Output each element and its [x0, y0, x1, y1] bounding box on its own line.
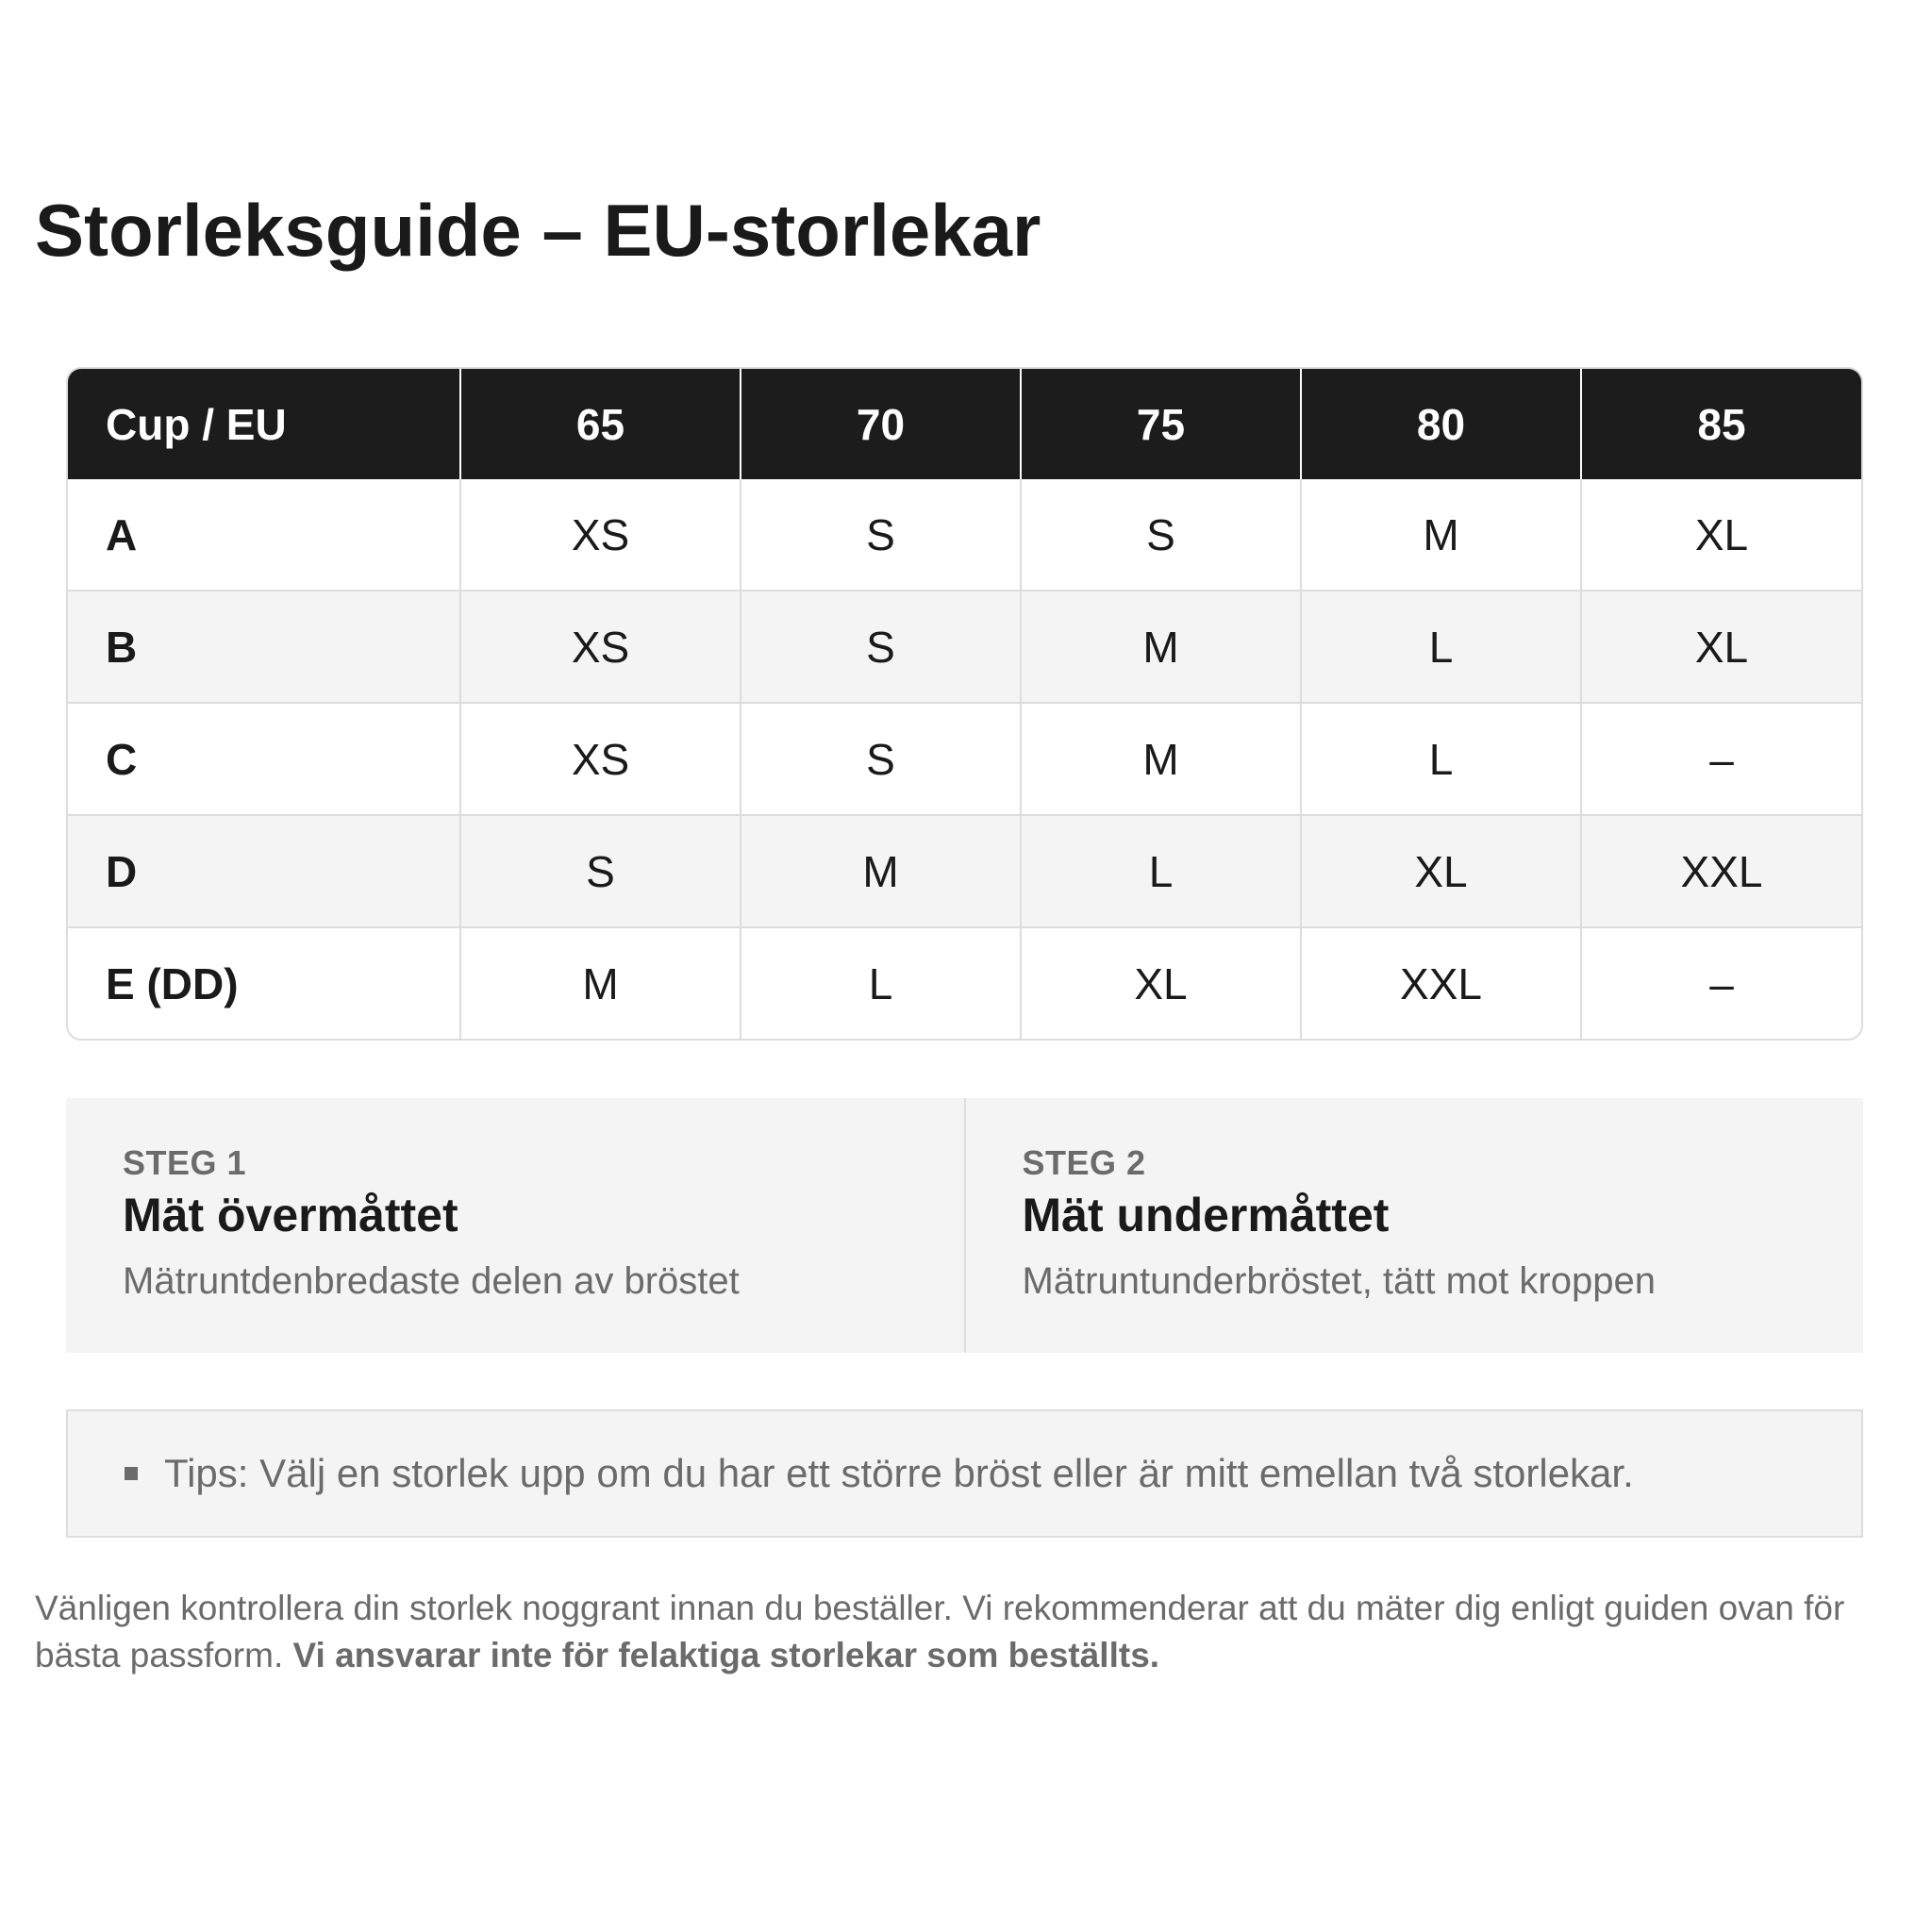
size-cell: XS	[460, 703, 741, 815]
size-table	[68, 369, 1861, 1039]
size-cell: XXL	[1301, 927, 1581, 1039]
size-cell: M	[1301, 479, 1581, 591]
size-cell: L	[1021, 815, 1301, 927]
header-band-85: 85	[1581, 369, 1861, 479]
disclaimer-text: Vänligen kontrollera din storlek noggrant innan du beställer. Vi rekommenderar att du mäter dig enligt guiden ovan för bästa passform.	[35, 1589, 1845, 1674]
size-cell: L	[741, 927, 1021, 1039]
tip-text: Tips: Välj en storlek upp om du har ett större bröst eller är mitt emellan två storlekar.	[164, 1451, 1634, 1495]
size-cell: –	[1581, 927, 1861, 1039]
size-cell: S	[1021, 479, 1301, 591]
size-cell: M	[1021, 591, 1301, 703]
size-cell: XL	[1581, 591, 1861, 703]
step-title: Mät undermåttet	[1022, 1189, 1390, 1241]
cup-label: A	[106, 509, 138, 559]
step-card-1	[66, 1098, 964, 1353]
size-cell: XL	[1021, 927, 1301, 1039]
size-cell: S	[741, 479, 1021, 591]
table-row	[68, 479, 1861, 591]
size-cell: XS	[460, 479, 741, 591]
size-cell: –	[1581, 703, 1861, 815]
size-cell: M	[1021, 703, 1301, 815]
page-title: Storleksguide – EU-storlekar	[35, 189, 1041, 272]
size-cell: M	[741, 815, 1021, 927]
step-title: Mät övermåttet	[123, 1189, 458, 1241]
cup-label: E (DD)	[68, 927, 460, 1039]
step-label: STEG 1	[123, 1143, 247, 1182]
disclaimer	[35, 1585, 1893, 1679]
table-row	[68, 815, 1861, 927]
table-row	[68, 927, 1861, 1039]
step-card-2	[964, 1098, 1864, 1353]
tip-box	[66, 1409, 1863, 1538]
size-cell: XL	[1301, 815, 1581, 927]
square-bullet-icon	[125, 1467, 138, 1480]
size-cell: L	[1301, 591, 1581, 703]
table-row	[68, 591, 1861, 703]
step-description: Mätruntdenbredaste delen av bröstet	[123, 1260, 740, 1302]
table-row	[68, 703, 1861, 815]
size-cell: L	[1301, 703, 1581, 815]
size-cell: S	[460, 815, 741, 927]
cup-label: B	[68, 591, 460, 703]
table-header-row	[68, 369, 1861, 479]
size-cell: S	[741, 703, 1021, 815]
header-band-65: 65	[460, 369, 741, 479]
size-cell: S	[741, 591, 1021, 703]
cup-label: D	[68, 815, 460, 927]
step-description: Mätruntunderbröstet, tätt mot kroppen	[1022, 1260, 1656, 1302]
header-band-80: 80	[1301, 369, 1581, 479]
step-label: STEG 2	[1022, 1143, 1146, 1182]
size-cell: M	[460, 927, 741, 1039]
size-cell: XL	[1581, 479, 1861, 591]
measurement-steps	[66, 1098, 1863, 1353]
size-cell: XS	[460, 591, 741, 703]
header-band-70: 70	[741, 369, 1021, 479]
disclaimer-bold-text: Vi ansvarar inte för felaktiga storlekar som beställts.	[292, 1636, 1160, 1674]
header-cup-eu: Cup / EU	[68, 369, 460, 479]
size-table-container	[66, 367, 1863, 1041]
size-cell: XXL	[1581, 815, 1861, 927]
cup-label: C	[68, 703, 460, 815]
header-band-75: 75	[1021, 369, 1301, 479]
